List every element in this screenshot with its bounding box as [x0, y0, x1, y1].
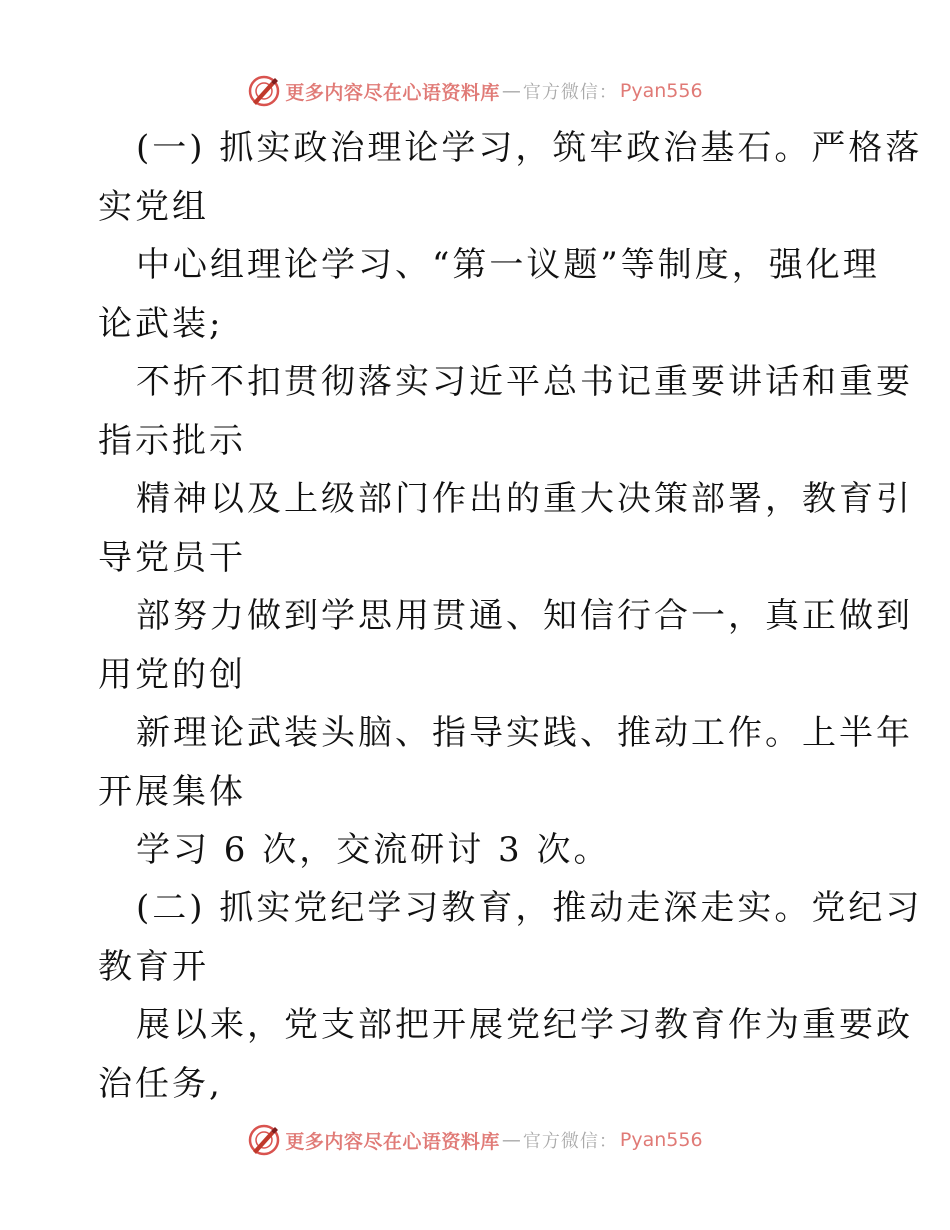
- text-line: 中心组理论学习、“第一议题”等制度，强化理: [136, 245, 880, 285]
- footer-watermark: [0, 1120, 950, 1160]
- pen-logo-icon: [247, 1123, 281, 1157]
- watermark-wechat-label: 官方微信：: [522, 82, 618, 103]
- watermark-dash: —: [501, 1129, 521, 1151]
- watermark-title: 更多内容尽在心语资料库: [285, 81, 500, 104]
- text-line: 部努力做到学思用贯通、知信行合一，真正做到: [136, 596, 913, 636]
- watermark-wechat-id: Pyan556: [619, 80, 703, 102]
- text-line: 不折不扣贯彻落实习近平总书记重要讲话和重要: [136, 362, 913, 402]
- text-line: (二) 抓实党纪学习教育，推动走深走实。党纪习: [136, 888, 923, 928]
- watermark-wechat-id: Pyan556: [619, 1129, 703, 1151]
- watermark-dash: —: [501, 80, 521, 102]
- text-line: 导党员干: [98, 538, 246, 578]
- text-line: 教育开: [98, 947, 209, 987]
- text-line: 用党的创: [98, 655, 246, 695]
- text-line: 论武装;: [98, 304, 224, 344]
- text-line: 实党组: [98, 187, 209, 227]
- text-line: 学习 6 次，交流研讨 3 次。: [136, 830, 611, 870]
- watermark-wechat-label: 官方微信：: [522, 1131, 618, 1152]
- watermark-title: 更多内容尽在心语资料库: [285, 1130, 500, 1153]
- text-line: 指示批示: [98, 421, 246, 461]
- text-line: 新理论武装头脑、指导实践、推动工作。上半年: [136, 713, 913, 753]
- text-line: 治任务,: [98, 1064, 223, 1104]
- text-line: 展以来，党支部把开展党纪学习教育作为重要政: [136, 1005, 913, 1045]
- text-line: 精神以及上级部门作出的重大决策部署，教育引: [136, 479, 913, 519]
- text-line: (一) 抓实政治理论学习，筑牢政治基石。严格落: [136, 128, 923, 168]
- text-line: 开展集体: [98, 772, 246, 812]
